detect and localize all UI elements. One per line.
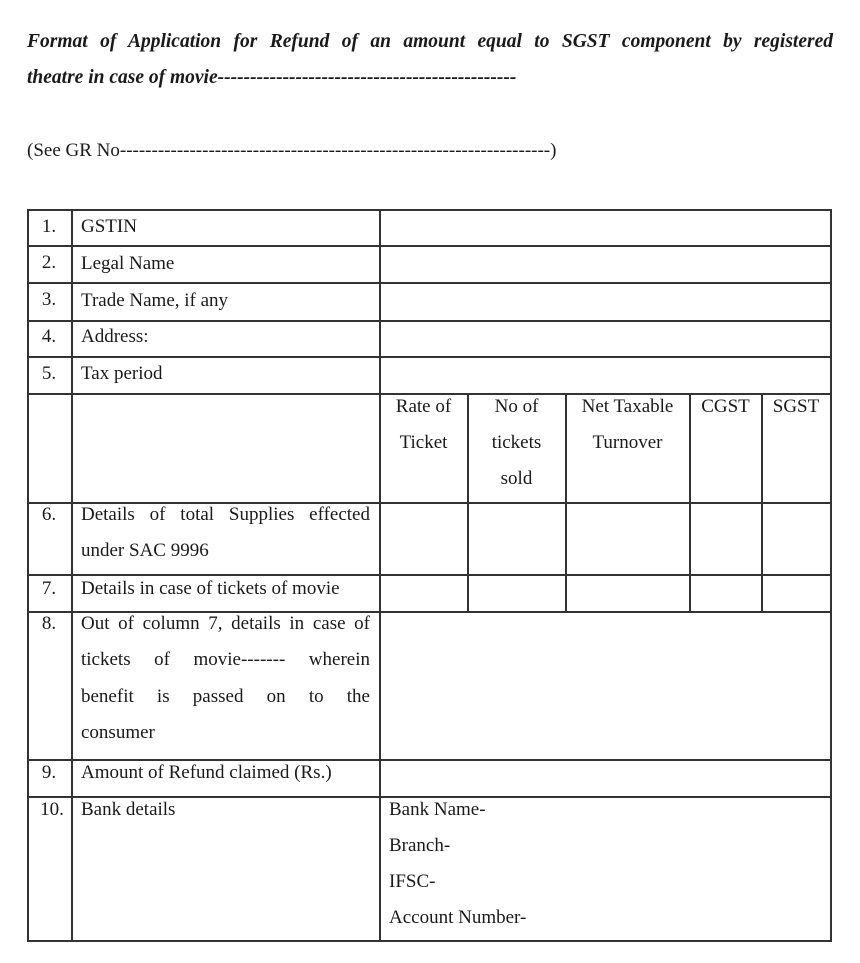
field-label-tax-period: Tax period xyxy=(81,363,163,384)
column-header-tickets-line-1: No of xyxy=(494,396,539,417)
field-label-movie-tickets: Details in case of tickets of movie xyxy=(81,578,340,599)
row-number: 10. xyxy=(40,799,64,820)
row-number: 1. xyxy=(41,216,57,237)
row-number: 2. xyxy=(41,252,57,273)
column-header-sgst: SGST xyxy=(772,396,820,417)
column-header-rate-line-1: Rate of xyxy=(395,396,452,417)
gr-reference: (See GR No--------------------------------------------------------------------) xyxy=(27,140,557,161)
column-header-cgst: CGST xyxy=(701,396,750,417)
column-divider xyxy=(761,393,763,612)
row-number: 9. xyxy=(41,762,57,783)
field-label-total-supplies-line-1: Details of total Supplies effected xyxy=(81,504,370,525)
form-title-line-1: Format of Application for Refund of an amount equal to SGST component by registered xyxy=(27,31,833,52)
row-number: 6. xyxy=(41,504,57,525)
field-label-legal-name: Legal Name xyxy=(81,253,175,274)
field-label-benefit-line-3: benefit is passed on to the xyxy=(81,686,370,707)
field-label-benefit-line-1: Out of column 7, details in case of xyxy=(81,613,370,634)
field-label-refund-amount: Amount of Refund claimed (Rs.) xyxy=(81,762,332,783)
number-column-divider xyxy=(71,209,73,942)
bank-ifsc-label: IFSC- xyxy=(389,871,436,892)
form-title-line-2: theatre in case of movie---------------------------------------------- xyxy=(27,67,517,88)
column-header-turnover-line-1: Net Taxable xyxy=(581,396,674,417)
column-header-turnover-line-2: Turnover xyxy=(592,432,663,453)
bank-account-number-label: Account Number- xyxy=(389,907,527,928)
column-header-rate-line-2: Ticket xyxy=(399,432,448,453)
field-label-benefit-line-2: tickets of movie------- wherein xyxy=(81,649,370,670)
row-number: 4. xyxy=(41,326,57,347)
field-label-bank-details: Bank details xyxy=(81,799,176,820)
field-label-address: Address: xyxy=(81,326,149,347)
row-number: 5. xyxy=(41,363,57,384)
field-label-gstin: GSTIN xyxy=(81,216,137,237)
table-border-bottom xyxy=(27,940,831,942)
bank-name-label: Bank Name- xyxy=(389,799,486,820)
column-header-tickets-line-3: sold xyxy=(500,468,533,489)
row-number: 7. xyxy=(41,578,57,599)
field-label-trade-name: Trade Name, if any xyxy=(81,290,229,311)
bank-branch-label: Branch- xyxy=(389,835,451,856)
label-column-divider xyxy=(379,209,381,942)
field-label-total-supplies-line-2: under SAC 9996 xyxy=(81,540,209,561)
field-label-benefit-line-4: consumer xyxy=(81,722,155,743)
row-number: 8. xyxy=(41,613,57,634)
column-header-tickets-line-2: tickets xyxy=(491,432,542,453)
table-border-right xyxy=(830,209,832,942)
row-number: 3. xyxy=(41,289,57,310)
column-divider xyxy=(689,393,691,612)
